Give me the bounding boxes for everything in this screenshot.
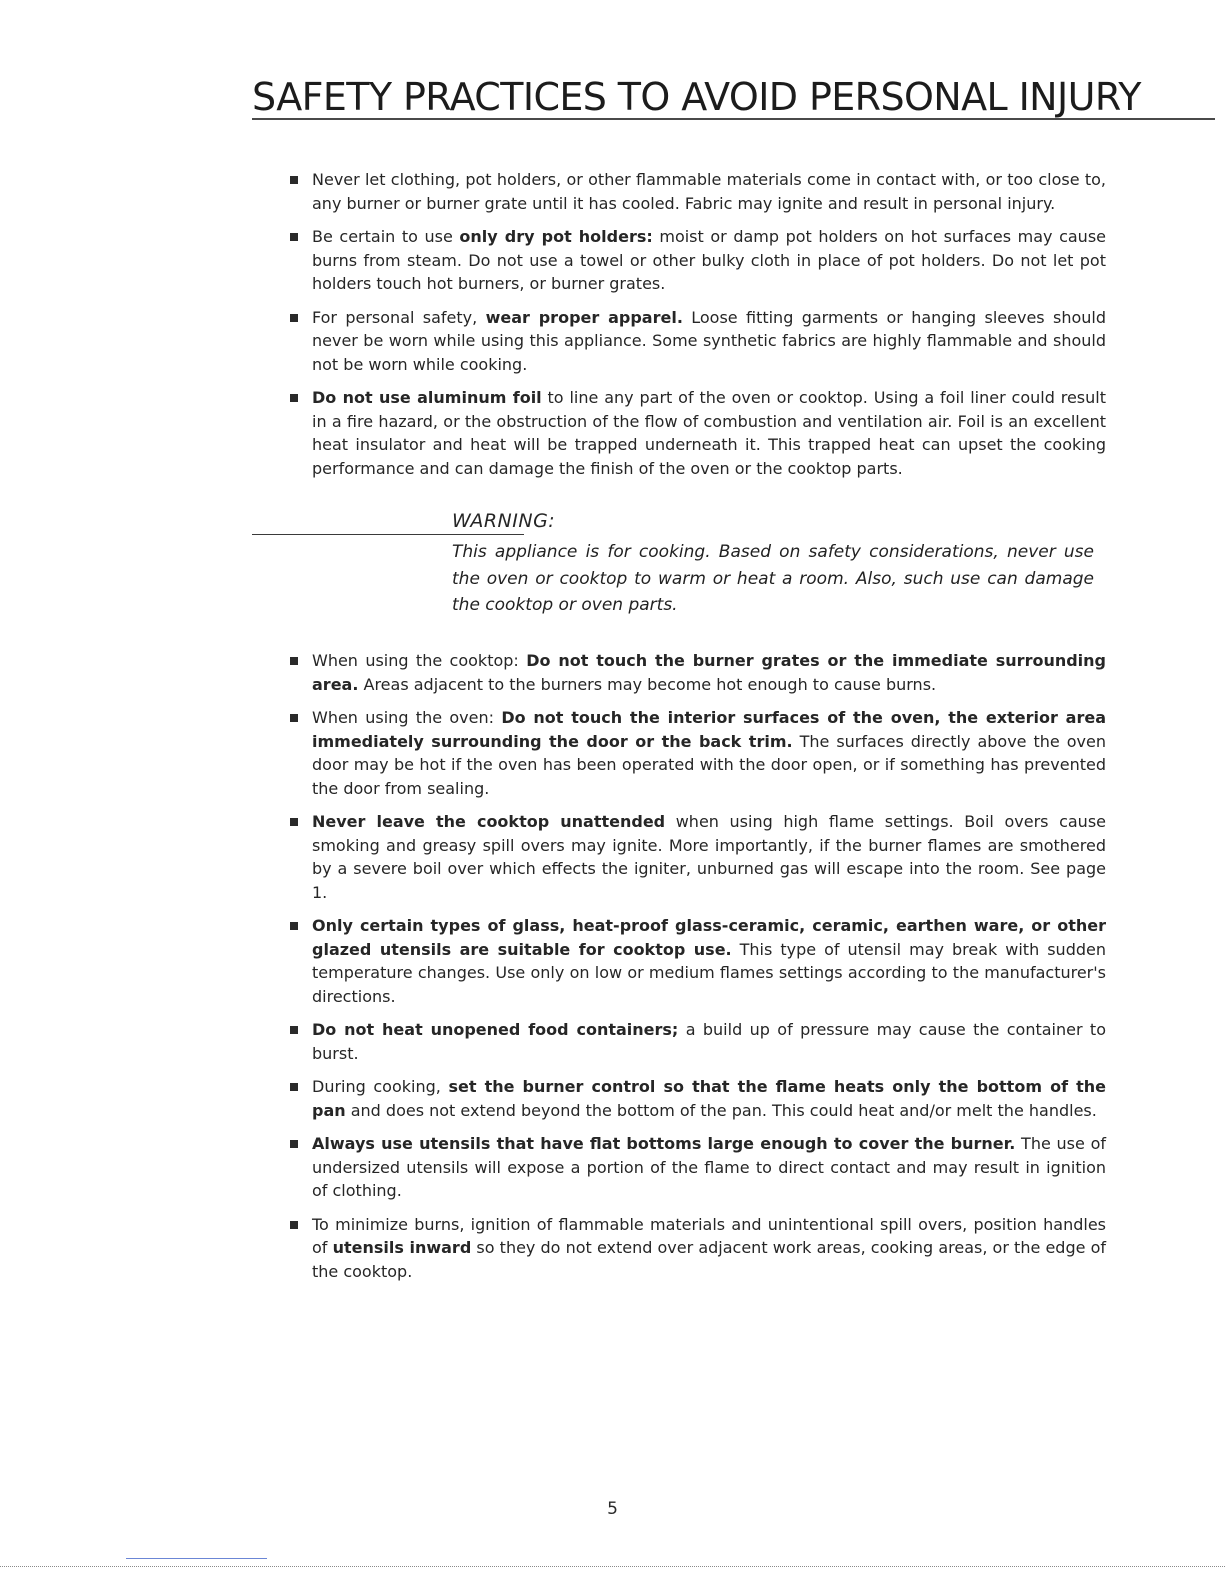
square-bullet-icon <box>290 314 298 322</box>
list-item <box>290 1018 1106 1065</box>
safety-list-top <box>290 168 1106 490</box>
list-item <box>290 649 1106 696</box>
item-text: Be certain to use <box>312 227 460 246</box>
warning-heading: WARNING: <box>452 510 556 532</box>
item-text-rest: Areas adjacent to the burners may become hot enough to cause burns. <box>358 674 937 694</box>
page-title: SAFETY PRACTICES TO AVOID PERSONAL INJURY <box>252 75 1141 119</box>
square-bullet-icon <box>290 394 298 402</box>
list-item <box>290 1213 1106 1284</box>
item-emphasis: wear proper apparel. <box>485 307 683 327</box>
item-emphasis: Do not touch the interior surfaces of the oven, the exterior area immediately surrounding the door or the back trim. <box>312 708 1106 751</box>
square-bullet-icon <box>290 1026 298 1034</box>
item-text-rest: Loose fitting garments or hanging sleeves should never be worn while using this appliance. Some synthetic fabrics are highly flammable and should not be worn while cooking. <box>312 307 1107 374</box>
square-bullet-icon <box>290 233 298 241</box>
list-item <box>290 1132 1106 1203</box>
item-emphasis: Do not heat unopened food containers; <box>312 1020 679 1039</box>
footer-rule <box>0 1566 1225 1567</box>
page-number: 5 <box>607 1499 618 1519</box>
square-bullet-icon <box>290 922 298 930</box>
item-text-rest: moist or damp pot holders on hot surfaces may cause burns from steam. Do not use a towel or other bulky cloth in place of pot holders. Do not let pot holders touch hot burners, or burner grates. <box>312 227 1107 293</box>
item-text: To minimize burns, ignition of flammable materials and unintentional spill overs, position handles of <box>312 1214 1106 1257</box>
item-emphasis: Only certain types of glass, heat-proof glass-ceramic, ceramic, earthen ware, or other glazed utensils are suitable for cooktop use. <box>312 916 1106 959</box>
item-emphasis: only dry pot holders: <box>459 227 653 246</box>
list-item <box>290 168 1106 215</box>
square-bullet-icon <box>290 176 298 184</box>
square-bullet-icon <box>290 1083 298 1091</box>
item-text-rest: to line any part of the oven or cooktop. Using a foil liner could result in a fire hazard, or the obstruction of the flow of combustion and ventilation air. Foil is an excellent heat insulator and heat will be trapped underneath it. This trapped heat can upset the cooking performance and can damage the finish of the oven or the cooktop parts. <box>312 388 1106 478</box>
item-text: For personal safety, <box>312 307 486 327</box>
square-bullet-icon <box>290 657 298 665</box>
list-item <box>290 914 1106 1008</box>
list-item <box>290 706 1106 800</box>
square-bullet-icon <box>290 714 298 722</box>
square-bullet-icon <box>290 1140 298 1148</box>
list-item <box>290 810 1106 904</box>
list-item <box>290 1075 1106 1122</box>
item-text-rest: This type of utensil may break with sudden temperature changes. Use only on low or medium flames settings according to the manufacturer's directions. <box>312 939 1106 1006</box>
item-emphasis: Always use utensils that have flat bottoms large enough to cover the burner. <box>312 1134 1016 1153</box>
item-text-rest: so they do not extend over adjacent work areas, cooking areas, or the edge of the cooktop. <box>312 1238 1107 1281</box>
item-text-rest: The surfaces directly above the oven door may be hot if the oven has been operated with the door open, or if something has prevented the door from sealing. <box>312 731 1106 798</box>
list-item <box>290 306 1106 377</box>
item-emphasis: utensils inward <box>332 1238 472 1257</box>
item-text: When using the cooktop: <box>312 651 527 670</box>
item-emphasis: Do not use aluminum foil <box>312 388 542 407</box>
item-emphasis: Do not touch the burner grates or the immediate surrounding area. <box>312 651 1107 694</box>
square-bullet-icon <box>290 1221 298 1229</box>
title-rule <box>252 118 1215 120</box>
safety-list-bottom <box>290 649 1106 1293</box>
item-text-rest: a build up of pressure may cause the container to burst. <box>312 1020 1106 1063</box>
item-emphasis: set the burner control so that the flame heats only the bottom of the pan <box>312 1077 1107 1120</box>
item-emphasis: Never leave the cooktop unattended <box>312 812 666 831</box>
item-text-rest: and does not extend beyond the bottom of the pan. This could heat and/or melt the handles. <box>345 1100 1097 1120</box>
footer-link-rule <box>126 1558 267 1559</box>
item-text-rest: The use of undersized utensils will expose a portion of the flame to direct contact and may result in ignition of clothing. <box>312 1134 1106 1200</box>
square-bullet-icon <box>290 818 298 826</box>
item-text: When using the oven: <box>312 708 502 727</box>
list-item <box>290 386 1106 480</box>
item-text: Never let clothing, pot holders, or other flammable materials come in contact with, or too close to, any burner or burner grate until it has cooled. Fabric may ignite and result in personal injury. <box>312 170 1106 213</box>
warning-text: This appliance is for cooking. Based on safety considerations, never use the oven or cooktop to warm or heat a room. Also, such use can damage the cooktop or oven parts. <box>452 542 1094 615</box>
warning-rule <box>252 534 524 535</box>
item-text-rest: when using high flame settings. Boil overs cause smoking and greasy spill overs may ignite. More importantly, if the burner flames are smothered by a severe boil over which effects the igniter, unburned gas will escape into the room. See page 1. <box>312 812 1107 902</box>
item-text: During cooking, <box>312 1077 449 1096</box>
list-item <box>290 225 1106 296</box>
